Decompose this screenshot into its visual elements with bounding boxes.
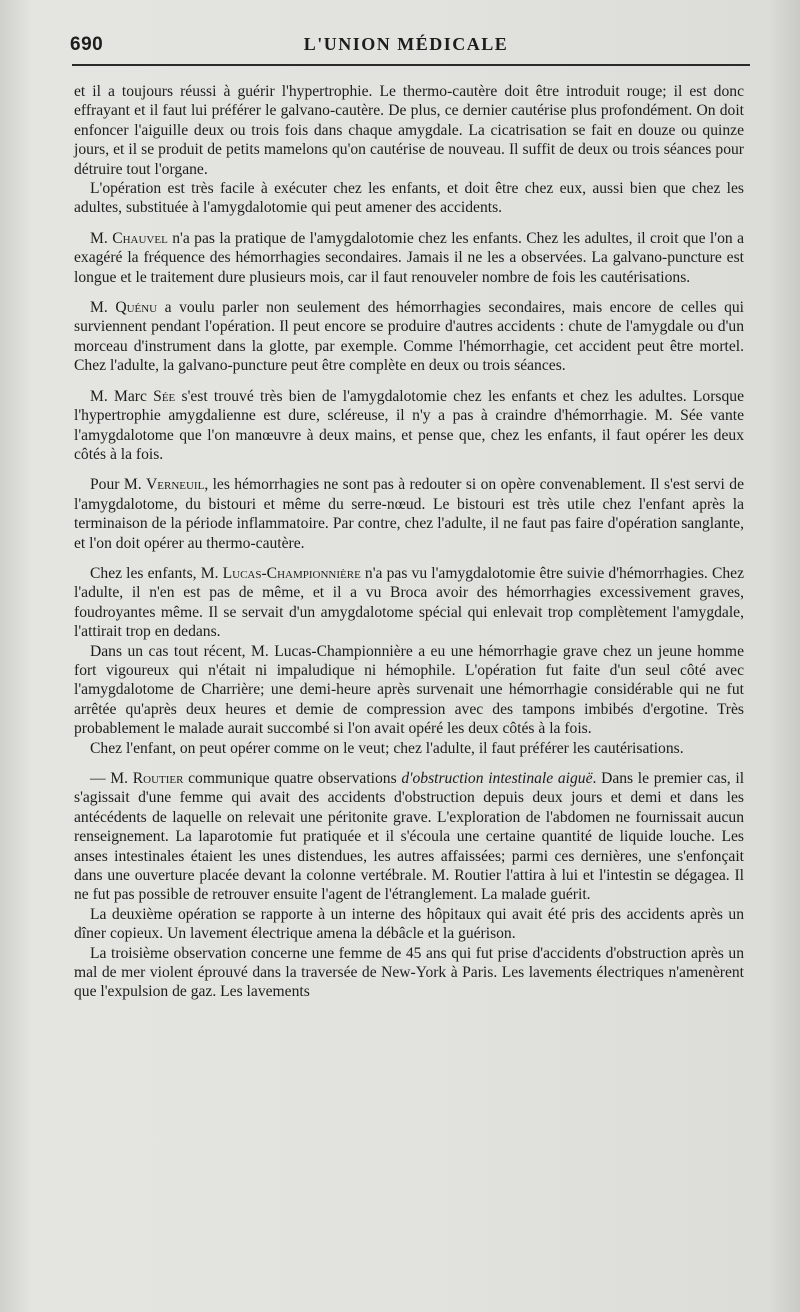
speaker-name: Sée — [153, 387, 176, 405]
italic-term: d'obstruction intestinale aiguë — [401, 770, 593, 787]
page-header — [70, 34, 742, 64]
paragraph-routier: — M. Routier communique quatre observations d'obstruction intestinale aiguë. Dans le premier cas, il s'agissait d'une femme qui avait des accidents d'obstruction depuis deux jours et demi et dans les antécédents de laquelle on relevait une péritonite grave. L'exploration de l'abdomen ne fournissait aucun renseignement. La laparotomie fut pratiquée et il s'écoula une certaine quantité de liquide louche. Les anses intestinales étaient les unes distendues, les autres affaissées; parmi ces dernières, une s'enfonçait dans une ouverture placée devant la colonne vertébrale. M. Routier l'attira à lui et l'intestin se dégagea. Il ne fut pas possible de retrouver ensuite l'agent de l'étranglement. La malade guérit. — [74, 770, 745, 904]
paragraph-continuation: et il a toujours réussi à guérir l'hypertrophie. Le thermo-cautère doit être introduit rouge; il est donc effrayant et il faut lui préférer le galvano-cautère. De plus, ce dernier cautérise plus profondément. On doit enfoncer l'aiguille deux ou trois fois dans chaque amygdale. La cicatrisation se fait en douze ou quinze jours, et il se produit de petits mamelons qu'on cautérise de nouveau. Il suffit de deux ou trois séances pour détruire tout l'organe. — [74, 83, 744, 178]
paragraph-verneuil: Pour M. Verneuil, les hémorrhagies ne sont pas à redouter si on opère convenablement. Il s'est servi de l'amygdalotome, du bistouri et même du serre-nœud. Le bistouri est très utile chez l'enfant après la terminaison de la période inflammatoire. Par contre, chez l'adulte, il ne faut pas faire d'opération sanglante, et l'on doit opérer au thermo-cautère. — [74, 476, 744, 552]
speaker-name: Quénu — [115, 299, 158, 317]
paragraph-see: M. Marc Sée s'est trouvé très bien de l'amygdalotomie chez les enfants et chez les adultes. Lorsque l'hypertrophie amygdalienne est dure, scléreuse, il n'y a pas à craindre d'hémorrhagie. M. Sée vante l'amygdalotome que l'on manœuvre à deux mains, et pense que, chez les enfants, il faut opérer les deux côtés à la fois. — [74, 387, 744, 463]
page-number: 690 — [70, 34, 104, 55]
paragraph-operation-easy: L'opération est très facile à exécuter chez les enfants, et doit être chez eux, aussi bien que chez les adultes, substituée à l'amygdalotomie qui peut amener des accidents. — [74, 180, 744, 217]
header-rule — [72, 64, 750, 66]
page-body — [74, 82, 744, 1002]
paragraph-second-operation: La deuxième opération se rapporte à un interne des hôpitaux qui avait été pris des accidents après un dîner copieux. Un lavement électrique amena la débâcle et la guérison. — [74, 905, 744, 943]
speaker-name: Verneuil — [146, 476, 205, 494]
running-title: L'UNION MÉDICALE — [303, 34, 509, 54]
paragraph-recent-case: Dans un cas tout récent, M. Lucas-Championnière a eu une hémorrhagie grave chez un jeune homme fort vigoureux qui n'était ni impaludique ni hémophile. L'opération fut faite d'un seul côté avec l'amygdalotome de Charrière; une demi-heure après survenait une hémorrhagie considérable qui ne fut arrêtée qu'après deux heures et demie de compression avec des tampons imbibés d'ergotine. Très probablement le malade aurait succombé si l'on avait opéré les deux côtés à la fois. — [74, 642, 744, 738]
paragraph-lucas-championniere: Chez les enfants, M. Lucas-Championnière n'a pas vu l'amygdalotomie être suivie d'hémorrhagies. Chez l'adulte, il n'en est pas de même, et il a vu Broca avoir des hémorrhagies excessivement graves, foudroyantes même. Il se servait d'un amygdalotome spécial qui enlevait trop complètement l'amygdale, l'attirait trop en dedans. — [74, 564, 744, 641]
speaker-name: Chauvel — [112, 229, 168, 247]
paragraph-child-adult: Chez l'enfant, on peut opérer comme on le veut; chez l'adulte, il faut préférer les cautérisations. — [90, 739, 684, 757]
speaker-name: Lucas-Championnière — [222, 564, 361, 582]
paragraph-chauvel: M. Chauvel n'a pas la pratique de l'amygdalotomie chez les enfants. Chez les adultes, il croit que l'on a exagéré la fréquence des hémorrhagies secondaires. Jamais il ne les a observées. La galvano-puncture est longue et le traitement dure plusieurs mois, car il faut renouveler nombre de fois les cautérisations. — [74, 229, 744, 286]
speaker-name: Routier — [132, 770, 184, 787]
paragraph-third-observation: La troisième observation concerne une femme de 45 ans qui fut prise d'accidents d'obstruction après un mal de mer violent éprouvé dans la traversée de New-York à Paris. Les lavements électriques n'amenèrent que l'expulsion de gaz. Les lavements — [74, 944, 744, 1001]
paragraph-quenu: M. Quénu a voulu parler non seulement des hémorrhagies secondaires, mais encore de celles qui surviennent pendant l'opération. Il peut encore se produire d'autres accidents : chute de l'amygdale ou d'un morceau d'instrument dans la glotte, par exemple. Comme l'hémorrhagie, cet accident peut être mortel. Chez l'adulte, la galvano-puncture peut être complète en deux ou trois séances. — [74, 299, 744, 375]
